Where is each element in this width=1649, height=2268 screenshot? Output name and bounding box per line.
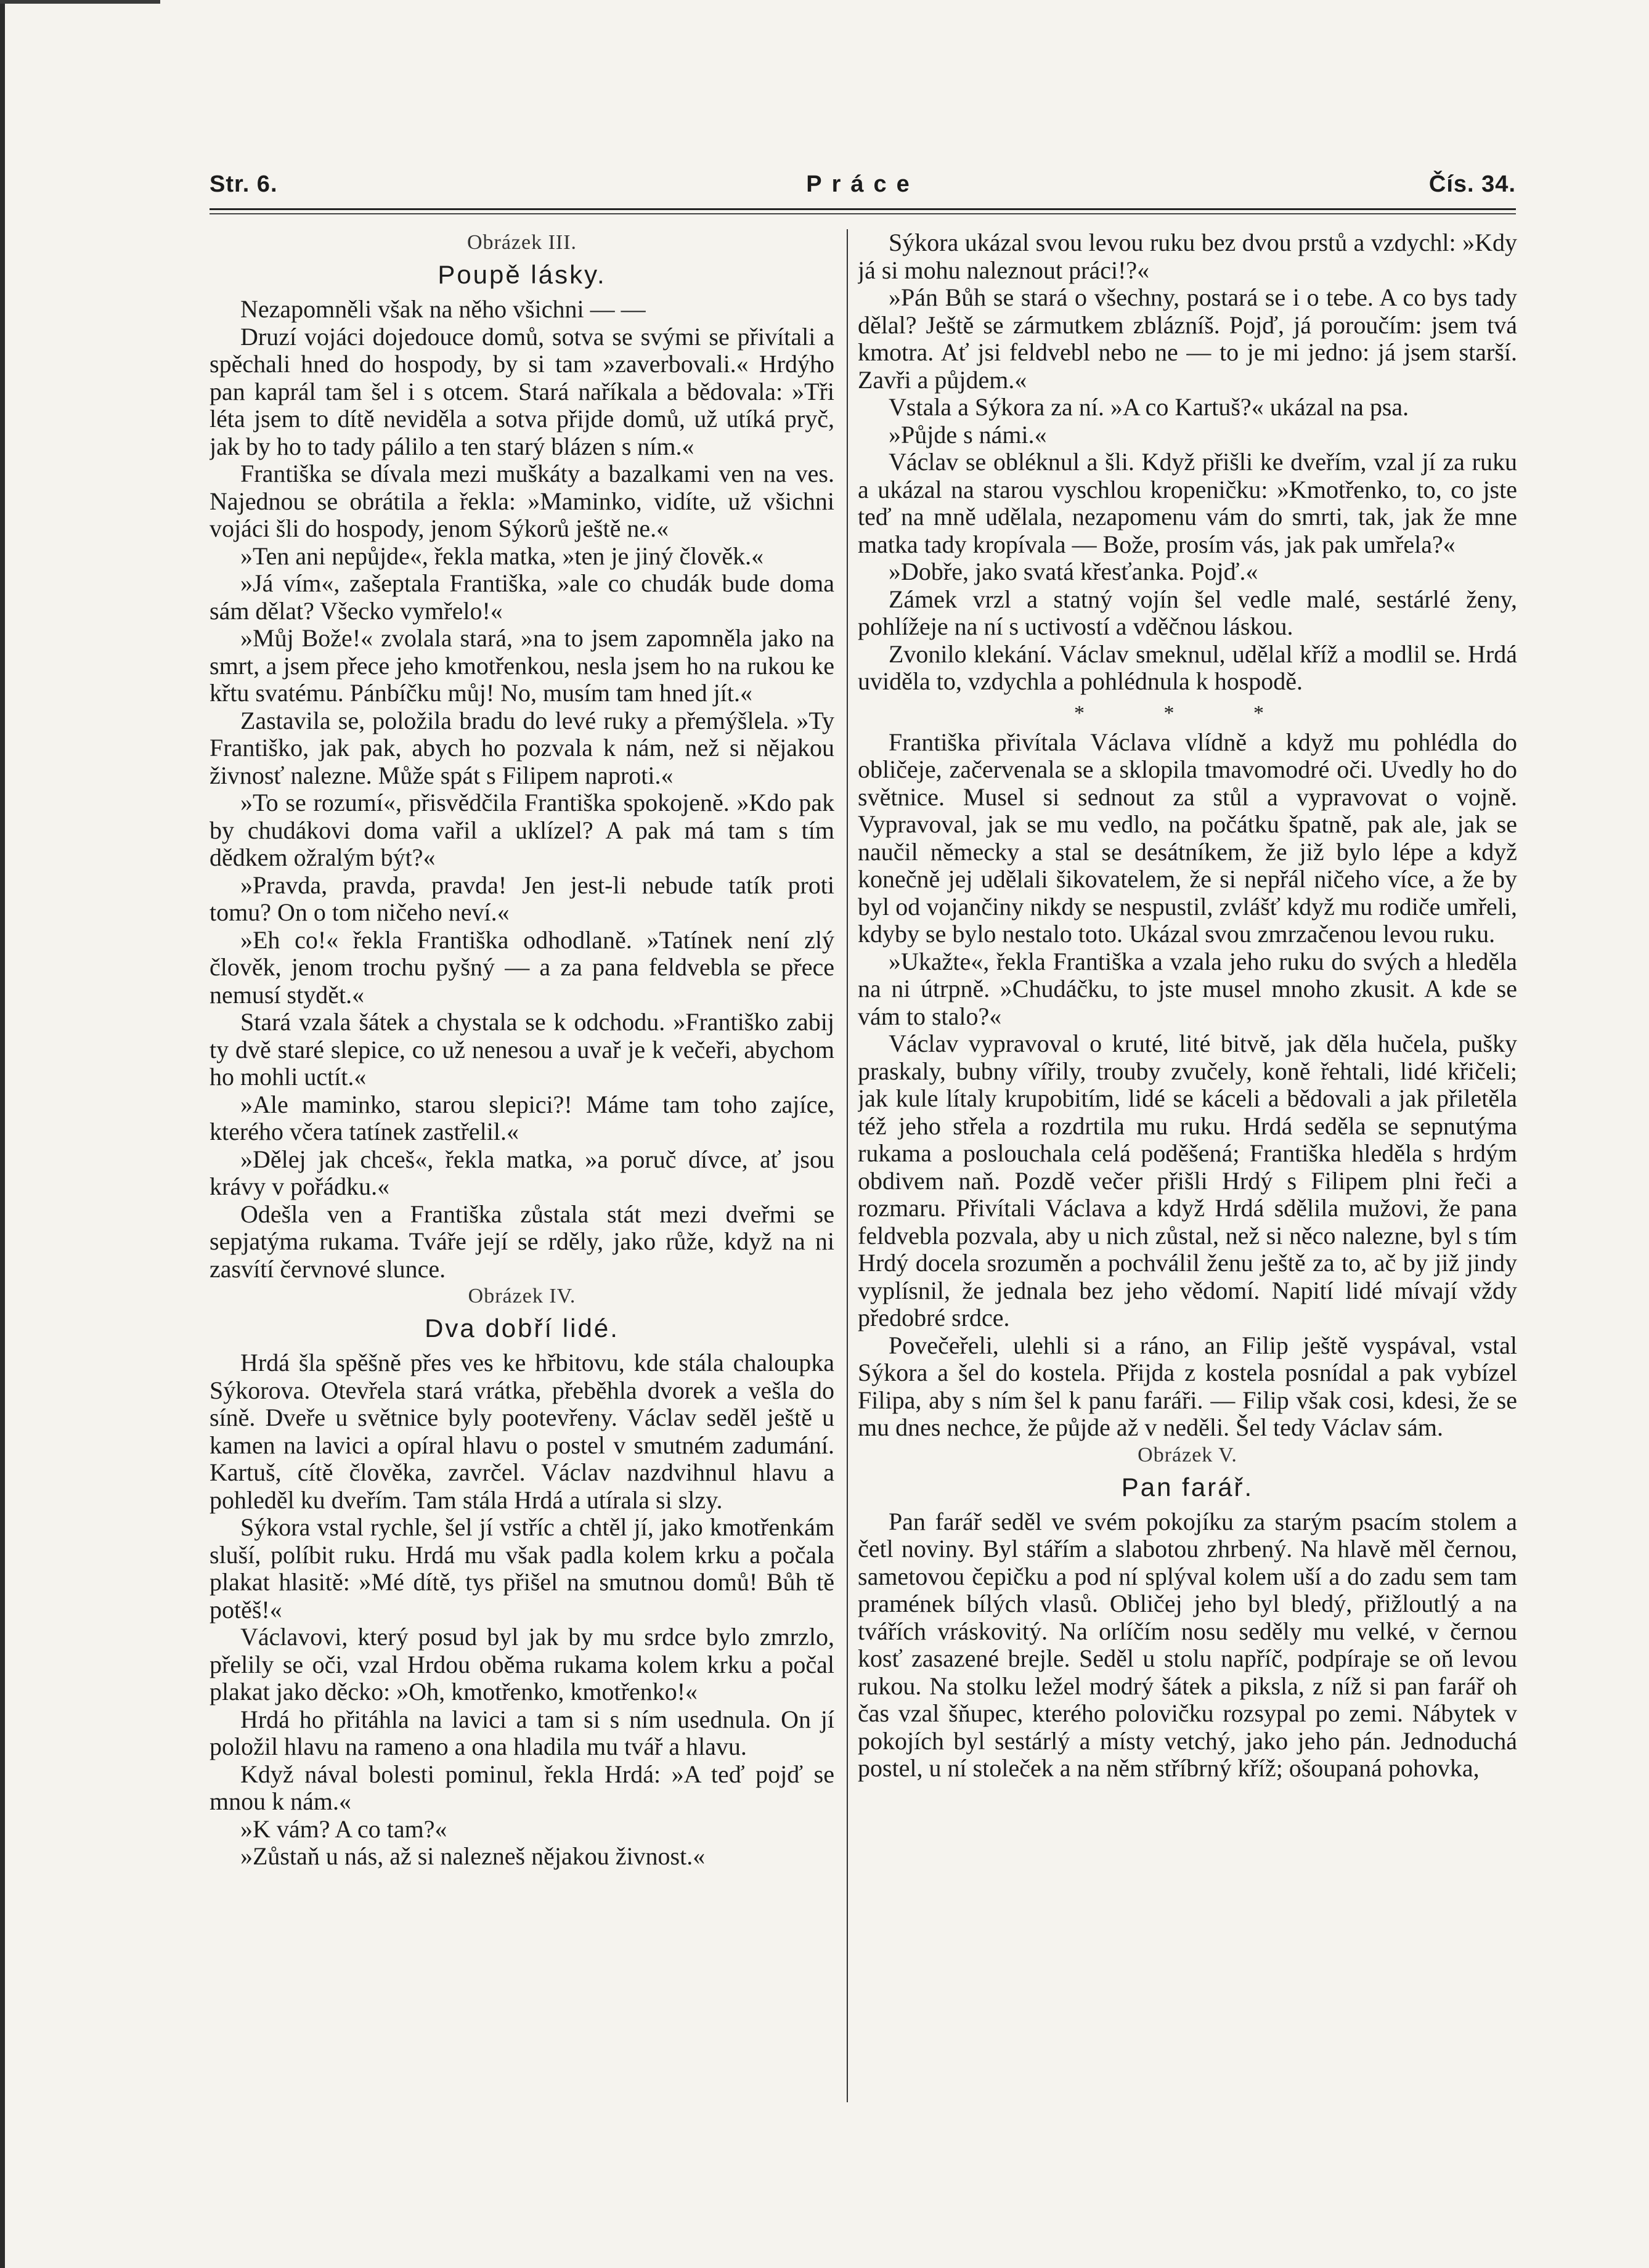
paragraph: »To se rozumí«, přisvědčila Františka spokojeně. »Kdo pak by chudákovi doma vařil a uklízel? A pak má tam s tím dědkem ožralým být?«: [210, 789, 834, 871]
header-rule: [210, 208, 1516, 210]
paragraph: »Pán Bůh se stará o všechny, postará se i o tebe. A co bys tady dělal? Ještě se zármutkem zblázníš. Pojď, já poroučím: jsem tvá kmotra. Ať jsi feldvebl nebo ne — to je mi jedno: já jsem starší. Zavři a půjdem.«: [858, 283, 1517, 394]
paragraph: »Já vím«, zašeptala Františka, »ale co chudák bude doma sám dělat? Všecko vymřelo!«: [210, 569, 834, 625]
paragraph: »Můj Bože!« zvolala stará, »na to jsem zapomněla jako na smrt, a jsem přece jeho kmotřenkou, nesla jsem ho na rukou ke křtu svatému. Pánbíčku můj! No, musím tam hned jít.«: [210, 624, 834, 707]
paragraph: Sýkora vstal rychle, šel jí vstříc a chtěl jí, jako kmotřenkám sluší, políbit ruku. Hrdá mu však padla kolem krku a počala plakat hlasitě: »Mé dítě, tys přišel na smutnou domů! Bůh tě potěš!«: [210, 1513, 834, 1624]
paragraph: Stará vzala šátek a chystala se k odchodu. »Františko zabij ty dvě staré slepice, co už nenesou a uvař je k večeři, abychom ho mohli uctít.«: [210, 1008, 834, 1091]
paragraph: Pan farář seděl ve svém pokojíku za starým psacím stolem a četl noviny. Byl stářím a slabotou zhrbený. Na hlavě měl černou, sametovou čepičku a pod ní splýval kolem uší a do zadu sem tam pramének bílých vlasů. Obličej jeho byl bledý, přižloutlý a na tvářích vráskovitý. Na orlíčím nosu seděly mu velké, v černou kosť zasazené brejle. Seděl u stolu napříč, podpíraje se oň levou rukou. Na stolku ležel modrý šátek a piksla, z níž si pan farář oh čas vzal šňupec, kterého polovičku rozsypal po zemi. Nábytek v pokojích byl sestárlý a místy vetchý, jako jeho pán. Jednoduchá postel, u ní stoleček a na něm stříbrný kříž; ošoupaná pohovka,: [858, 1507, 1517, 1782]
continued-text: [858, 229, 1517, 696]
page-number: Str. 6.: [210, 171, 278, 197]
paragraph: Druzí vojáci dojedouce domů, sotva se svými se přivítali a spěchali hned do hospody, by si tam »zaverbovali.« Hrdýho pan kaprál tam šel i s otcem. Stará naříkala a bědovala: »Tři léta jsem to dítě neviděla a sotva přijde domů, už utíká pryč, jak by ho to tady pálilo a ten starý blázen s ním.«: [210, 322, 834, 460]
paragraph: Odešla ven a Františka zůstala stát mezi dveřmi se sepjatýma rukama. Tváře její se rděly, jako růže, když na ni zasvítí červnové slunce.: [210, 1200, 834, 1283]
paragraph: Františka přivítala Václava vlídně a když mu pohlédla do obličeje, začervenala se a sklopila tmavomodré oči. Uvedly ho do světnice. Musel si sednout za stůl a vypravovat o vojně. Vypravoval, jak se mu vedlo, na počátku špatně, pak ale, jak se naučil německy a stal se desátníkem, že již bylo lépe a když konečně jej udělali šikovatelem, že si nepřál ničeho více, a že by byl od vojančiny nikdy se nespustil, zvlášť když mu rodiče umřeli, kdyby se bylo nestalo toto. Ukázal svou zmrzačenou levou ruku.: [858, 728, 1517, 948]
section-label: Obrázek III.: [466, 231, 577, 254]
paragraph: Hrdá ho přitáhla na lavici a tam si s ním usednula. On jí položil hlavu na rameno a ona hladila mu tvář a hlavu.: [210, 1705, 834, 1760]
paragraph: Sýkora ukázal svou levou ruku bez dvou prstů a vzdychl: »Kdy já si mohu naleznout práci!?«: [858, 229, 1517, 284]
paragraph: »Zůstaň u nás, až si nalezneš nějakou živnost.«: [240, 1842, 706, 1870]
paragraph: »Půjde s námi.«: [889, 420, 1047, 449]
paragraph: »Dělej jak chceš«, řekla matka, »a poruč dívce, ať jsou krávy v pořádku.«: [210, 1145, 834, 1200]
paragraph: Povečeřeli, ulehli si a ráno, an Filip ještě vyspával, vstal Sýkora a šel do kostela. Přijda z kostela posnídal a pak vybízel Filipa, aby s ním šel k panu faráři. — Filip však cosi, kdesi, že se mu dnes nechce, že půjde až v neděli. Šel tedy Václav sám.: [858, 1331, 1517, 1441]
section-title: Dva dobří lidé.: [425, 1314, 619, 1343]
paragraph: Františka se dívala mezi muškáty a bazalkami ven na ves. Najednou se obrátila a řekla: »Maminko, vidíte, už všichni vojáci šli do hospody, jenom Sýkorů ještě ne.«: [210, 460, 834, 542]
paragraph: Václav se obléknul a šli. Když přišli ke dveřím, vzal jí za ruku a ukázal na starou vyschlou kropeničku: »Kmotřenko, to, co jste teď na mně udělala, nezapomenu vám do smrti, tak, jak že mne matka tady kropívala — Bože, prosím vás, jak pak umřela?«: [858, 448, 1517, 558]
section-title: Pan farář.: [1121, 1472, 1254, 1502]
right-column: [858, 229, 1517, 2102]
page-scan-edge: [0, 0, 5, 2268]
page-header: [210, 166, 1516, 203]
paragraph: Václavovi, který posud byl jak by mu srdce bylo zmrzlo, přelily se oči, vzal Hrdou oběma rukama kolem krku a počal plakat jako děcko: »Oh, kmotřenko, kmotřenko!«: [210, 1623, 834, 1705]
paragraph: Když nával bolesti pominul, řekla Hrdá: »A teď pojď se mnou k nám.«: [210, 1760, 834, 1815]
section4-body: [210, 1349, 834, 1871]
paragraph: »Eh co!« řekla Františka odhodlaně. »Tatínek není zlý člověk, jenom trochu pyšný — a za pana feldvebla se přece nemusí stydět.«: [210, 925, 834, 1009]
section-label: Obrázek IV.: [468, 1285, 576, 1307]
section-title: Poupě lásky.: [438, 260, 606, 289]
paragraph: Nezapomněli však na něho všichni — —: [240, 295, 646, 323]
continued-text-2: [858, 729, 1517, 1442]
paragraph: »Dobře, jako svatá křesťanka. Pojď.«: [889, 558, 1258, 585]
header-rule-thin: [210, 213, 1516, 214]
section5-body: [858, 1508, 1517, 1782]
paragraph: »Ten ani nepůjde«, řekla matka, »ten je jiný člověk.«: [240, 542, 764, 570]
paragraph: »Ale maminko, starou slepici?! Máme tam toho zajíce, kterého včera tatínek zastřelil.«: [210, 1090, 834, 1145]
paragraph: Zvonilo klekání. Václav smeknul, udělal kříž a modlil se. Hrdá uviděla to, vzdychla a pohlédnula k hospodě.: [858, 640, 1517, 695]
paragraph: Zastavila se, položila bradu do levé ruky a přemýšlela. »Ty Františko, jak pak, abych ho pozvala k nám, než si nějakou živnosť nalezne. Může spát s Filipem naproti.«: [210, 706, 834, 789]
section-label: Obrázek V.: [1138, 1443, 1237, 1466]
column-divider: [847, 229, 848, 2102]
page-scan-edge-top: [0, 0, 160, 4]
left-column: [210, 229, 834, 2102]
paragraph: »Ukažte«, řekla Františka a vzala jeho ruku do svých a hleděla na ni útrpně. »Chudáčku, to jste musel mnoho zkusit. A kde se vám to stalo?«: [858, 947, 1517, 1030]
paragraph: Václav vypravoval o kruté, lité bitvě, jak děla hučela, pušky praskaly, bubny vířily, trouby zvučely, koně řehtali, lidé křičeli; jak kule lítaly krupobitím, lidé se káceli a bědovali a jak přiletěla též jeho střela a rozdrtila mu ruku. Hrdá seděla se sepnutýma rukama a poslouchala celá poděšená; Františka hleděla s hrdým obdivem naň. Pozdě večer přišli Hrdý s Filipem plni řeči a rozmaru. Přivítali Václava a když Hrdá sdělila mužovi, že pana feldvebla pozvala, aby u nich zůstal, než si něco nalezne, byl s tím Hrdý docela srozuměn a pochválil ženu ještě za to, ač by již jindy vyplísnil, že jednala bez jeho vědomí. Napití lidé mívají vždy předobré srdce.: [858, 1030, 1517, 1331]
paragraph: Zámek vrzl a statný vojín šel vedle malé, sestárlé ženy, pohlížeje na ní s uctivostí a vděčnou láskou.: [858, 585, 1517, 640]
paragraph: »K vám? A co tam?«: [240, 1815, 447, 1843]
paragraph: Vstala a Sýkora za ní. »A co Kartuš?« ukázal na psa.: [889, 393, 1409, 421]
section3-body: [210, 296, 834, 1283]
paragraph: Hrdá šla spěšně přes ves ke hřbitovu, kde stála chaloupka Sýkorova. Otevřela stará vrátka, přeběhla dvorek a vešla do síně. Dveře u světnice byly pootevřeny. Václav seděl ještě u kamen na lavici a opíral hlavu o postel v smutném zadumání. Kartuš, cítě člověka, zavrčel. Václav nazdvihnul hlavu a pohleděl ku dveřím. Tam stála Hrdá a utírala si slzy.: [210, 1349, 834, 1514]
paragraph: »Pravda, pravda, pravda! Jen jest-li nebude tatík proti tomu? On o tom ničeho neví.«: [210, 871, 834, 926]
issue-number: Čís. 34.: [1428, 171, 1516, 197]
newspaper-title: Práce: [806, 171, 919, 197]
section-separator: * * *: [1074, 701, 1301, 725]
